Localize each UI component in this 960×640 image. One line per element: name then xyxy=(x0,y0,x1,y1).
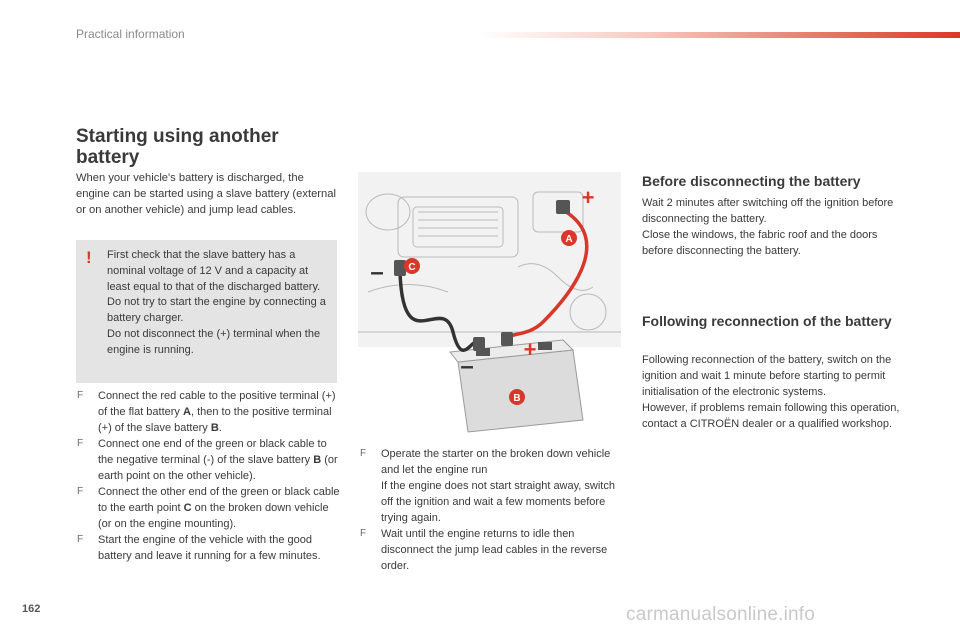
exclamation-icon: ! xyxy=(86,248,92,267)
bullet-icon: F xyxy=(77,438,84,449)
step-text-part: , then to the positive terminal (+) of the slave battery xyxy=(98,406,332,434)
before-disconnecting-title: Before disconnecting the battery xyxy=(642,173,861,189)
page-number: 162 xyxy=(22,603,41,615)
step-bold-label: B xyxy=(313,454,322,466)
step-text xyxy=(98,486,340,530)
label-a: A xyxy=(565,234,573,245)
steps-list xyxy=(76,388,340,564)
watermark: carmanualsonline.info xyxy=(626,604,816,625)
step-bold-label: C xyxy=(183,502,192,514)
bullet-icon: F xyxy=(360,528,367,539)
step-text-part: Connect the red cable to the positive terminal (+) of the flat battery xyxy=(98,390,336,418)
step-text xyxy=(98,390,336,434)
bullet-icon: F xyxy=(77,534,84,545)
step-text-part: (or earth point on the other vehicle). xyxy=(98,454,338,482)
header-label: Practical information xyxy=(76,27,185,41)
following-line: However, if problems remain following this operation, contact a CITROËN dealer or a qualified workshop. xyxy=(642,402,900,430)
step-bold-label: A xyxy=(183,406,191,418)
following-line: Following reconnection of the battery, switch on the ignition and wait 1 minute before starting to permit initialisation of the electronic systems. xyxy=(642,354,892,398)
step-text xyxy=(98,438,338,482)
header-accent-bar xyxy=(480,32,960,38)
step-text: Operate the starter on the broken down vehicle and let the engine run If the engine does not start straight away, switch off the ignition and wait a few moments before trying again. xyxy=(381,448,615,524)
step-text-part: . xyxy=(218,422,222,434)
step-item xyxy=(76,532,340,564)
steps-list-continued xyxy=(359,446,615,574)
warning-line: Do not disconnect the (+) terminal when the engine is running. xyxy=(107,327,321,356)
bullet-icon: F xyxy=(77,390,84,401)
step-text-part: Connect the other end of the green or black cable to the earth point xyxy=(98,486,340,514)
step-item xyxy=(76,388,340,436)
minus-sign-top: – xyxy=(370,259,384,286)
warning-box xyxy=(76,240,337,383)
step-text: Wait until the engine returns to idle then disconnect the jump lead cables in the reverse order. xyxy=(381,528,608,572)
label-a-badge xyxy=(561,230,577,246)
step-item xyxy=(359,446,615,526)
page-title: Starting using another battery xyxy=(76,126,279,168)
step-bold-label: B xyxy=(210,422,219,434)
warning-text xyxy=(107,248,331,359)
following-reconnection-text xyxy=(642,352,908,432)
jump-start-illustration xyxy=(358,172,621,434)
label-b: B xyxy=(513,393,521,404)
step-item xyxy=(76,484,340,532)
step-item xyxy=(76,436,340,484)
clamp-a xyxy=(556,200,570,214)
bullet-icon: F xyxy=(360,448,367,459)
clamp-c xyxy=(394,260,406,276)
label-b-badge xyxy=(509,389,525,405)
warning-line: Do not try to start the engine by connecting a battery charger. xyxy=(107,296,326,325)
minus-sign-battery: – xyxy=(460,353,474,380)
label-c: C xyxy=(408,262,416,273)
before-disconnecting-text xyxy=(642,195,908,259)
following-reconnection-title: Following reconnection of the battery xyxy=(642,313,892,329)
step-item xyxy=(359,526,615,574)
plus-sign-battery: + xyxy=(523,337,537,362)
plus-sign-top: + xyxy=(581,185,595,210)
warning-line: First check that the slave battery has a nominal voltage of 12 V and a capacity at least equal to that of the discharged battery. xyxy=(107,249,321,293)
intro-paragraph: When your vehicle's battery is discharged, the engine can be started using a slave battery (external or on another vehicle) and jump lead cables. xyxy=(76,172,336,216)
bullet-icon: F xyxy=(77,486,84,497)
before-line: Wait 2 minutes after switching off the ignition before disconnecting the battery. xyxy=(642,197,894,225)
before-line: Close the windows, the fabric roof and the doors before disconnecting the battery. xyxy=(642,229,878,257)
step-text: Start the engine of the vehicle with the good battery and leave it running for a few minutes. xyxy=(98,534,321,562)
label-c-badge xyxy=(404,258,420,274)
step-text-part: on the broken down vehicle (or on the engine mounting). xyxy=(98,502,329,530)
step-text-part: Connect one end of the green or black cable to the negative terminal (-) of the slave battery xyxy=(98,438,327,466)
